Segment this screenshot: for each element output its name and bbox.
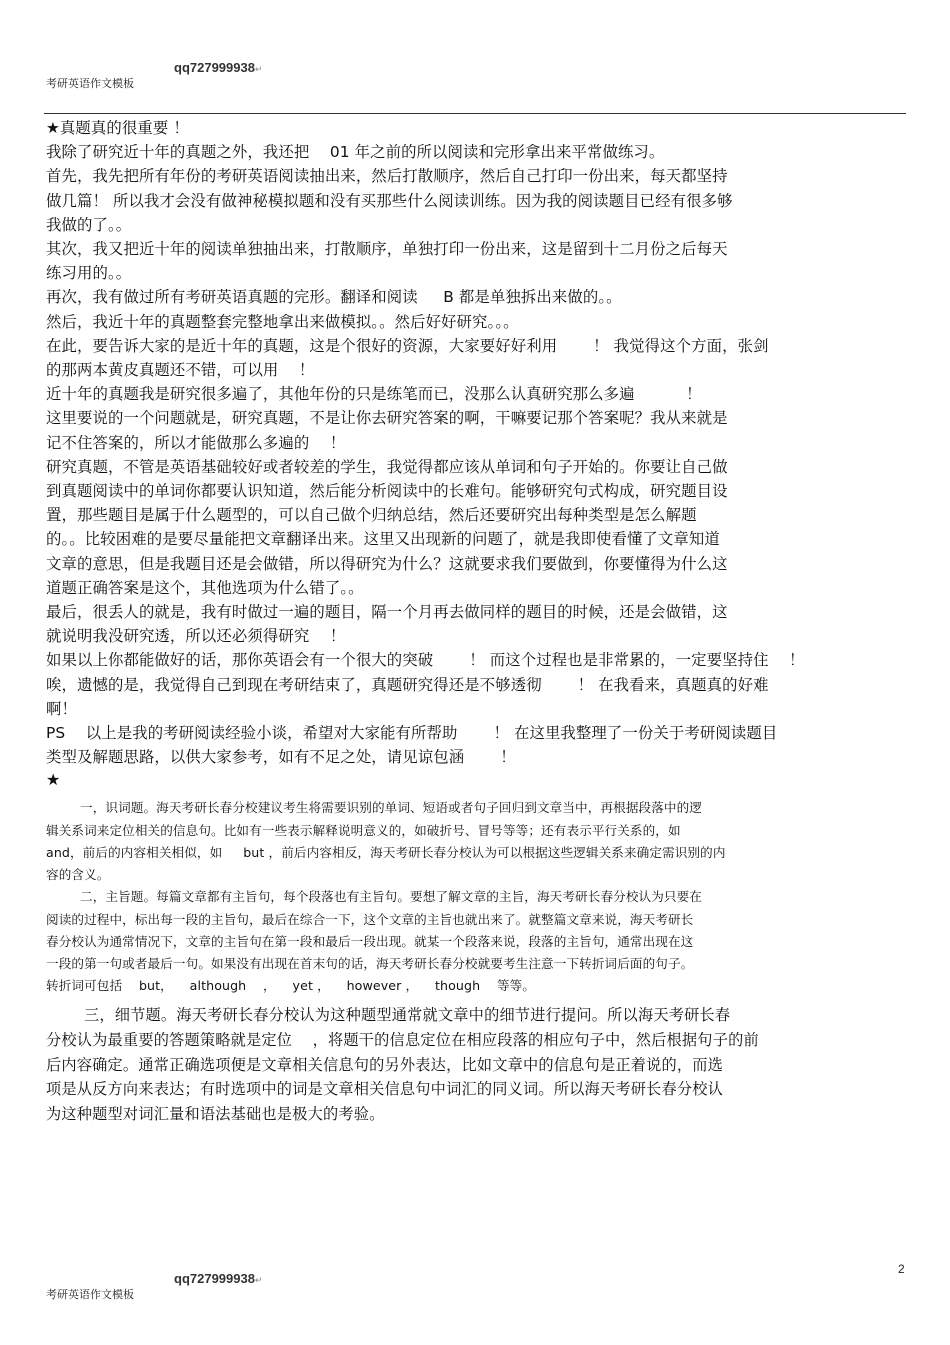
- text-line: 类型及解题思路，以供大家参考，如有不足之处，请见谅包涵 ！: [46, 748, 516, 767]
- text-line: 近十年的真题我是研究很多遍了，其他年份的只是练笔而已，没那么认真研究那么多遍 ！: [46, 385, 702, 404]
- footer-qq-text: qq727999938: [174, 1271, 255, 1286]
- text-line: 为这种题型对词汇量和语法基础也是极大的考验。: [46, 1104, 385, 1123]
- return-mark-icon: ↵: [254, 64, 263, 74]
- text-line: 就说明我没研究透，所以还必须得研究 ！: [46, 627, 346, 646]
- text-line: 分校认为最重要的答题策略就是定位 ，将题干的信息定位在相应段落的相应句子中，然后根据句子的前: [46, 1030, 759, 1049]
- header-rule: [44, 113, 906, 114]
- text-line: 研究真题，不管是英语基础较好或者较差的学生，我觉得都应该从单词和句子开始的。你要让自己做: [46, 457, 728, 476]
- text-line: 这里要说的一个问题就是，研究真题，不是让你去研究答案的啊，干嘛要记那个答案呢？我从来就是: [46, 409, 728, 428]
- text-line: 后内容确定。通常正确选项便是文章相关信息句的另外表达，比如文章中的信息句是正着说的，而选: [46, 1055, 724, 1074]
- small-text-line: 转折词可包括 but， although ， yet ， however ， though 等等。: [46, 978, 536, 994]
- text-line: 啊！: [46, 699, 77, 718]
- header-label: 考研英语作文模板: [46, 77, 134, 90]
- star-icon: ★: [46, 770, 61, 790]
- text-line: 三，细节题。海天考研长春分校认为这种题型通常就文章中的细节进行提问。所以海天考研长春: [84, 1006, 731, 1025]
- text-line: 记不住答案的，所以才能做那么多遍的 ！: [46, 433, 346, 452]
- text-line: 我做的了。。: [46, 215, 132, 234]
- header-qq-number: [174, 60, 263, 75]
- detail-question-section: [46, 1003, 906, 1126]
- text-line: 道题正确答案是这个，其他选项为什么错了。。: [46, 578, 364, 597]
- small-text-line: 一段的第一句或者最后一句。如果没有出现在首末句的话，海天考研长春分校就要考生注意一下转折词后面的句子。: [46, 955, 694, 971]
- text-line: 做几篇！ 所以我才会没有做神秘模拟题和没有买那些什么阅读训练。因为我的阅读题目已经有很多够: [46, 191, 733, 210]
- page-number: 2: [898, 1262, 905, 1276]
- small-text-line: 阅读的过程中，标出每一段的主旨句，最后在综合一下，这个文章的主旨也就出来了。就整篇文章来说，海天考研长: [46, 911, 694, 927]
- footer-label: 考研英语作文模板: [46, 1288, 134, 1301]
- small-text-line: and，前后的内容相关相似，如 but ，前后内容相反，海天考研长春分校认为可以根据这些逻辑关系来确定需识别的内: [46, 844, 726, 860]
- text-line: 再次，我有做过所有考研英语真题的完形。翻译和阅读 B 都是单独拆出来做的。。: [46, 288, 622, 307]
- text-line: 在此，要告诉大家的是近十年的真题，这是个很好的资源，大家要好好利用 ！ 我觉得这个方面，张剑: [46, 336, 769, 355]
- text-line: 到真题阅读中的单词你都要认识知道，然后能分析阅读中的长难句。能够研究句式构成，研究题目设: [46, 482, 728, 501]
- return-mark-icon: ↵: [254, 1275, 263, 1285]
- document-body: [46, 116, 906, 1126]
- text-line: 我除了研究近十年的真题之外，我还把 01 年之前的所以阅读和完形拿出来平常做练习。: [46, 143, 665, 162]
- text-line: 的。。比较困难的是要尽量能把文章翻译出来。这里又出现新的问题了，就是我即使看懂了文章知道: [46, 530, 720, 549]
- footer-qq-number: [174, 1271, 263, 1286]
- text-line: 如果以上你都能做好的话，那你英语会有一个很大的突破 ！ 而这个过程也是非常累的，一定要坚持住 ！: [46, 651, 805, 670]
- text-line: 其次，我又把近十年的阅读单独抽出来，打散顺序，单独打印一份出来，这是留到十二月份之后每天: [46, 240, 728, 259]
- text-line: 然后，我近十年的真题整套完整地拿出来做模拟。。然后好好研究。。。: [46, 312, 519, 331]
- text-line: 置，那些题目是属于什么题型的，可以自己做个归纳总结，然后还要研究出每种类型是怎么解题: [46, 506, 697, 525]
- text-line: 最后，很丢人的就是，我有时做过一遍的题目，隔一个月再去做同样的题目的时候，还是会做错，这: [46, 603, 728, 622]
- text-line: ★真题真的很重要 ！: [46, 119, 189, 137]
- small-text-line: 二，主旨题。每篇文章都有主旨句，每个段落也有主旨句。要想了解文章的主旨，海天考研长春分校认为只要在: [80, 889, 702, 905]
- text-line: 唉，遗憾的是，我觉得自己到现在考研结束了，真题研究得还是不够透彻 ！ 在我看来，真题真的好难: [46, 675, 769, 694]
- text-line: 练习用的。。: [46, 264, 132, 283]
- text-line: 项是从反方向来表达；有时选项中的词是文章相关信息句中词汇的同义词。所以海天考研长春分校认: [46, 1080, 724, 1099]
- text-line: PS 以上是我的考研阅读经验小谈，希望对大家能有所帮助 ！ 在这里我整理了一份关于考研阅读题目: [46, 724, 778, 743]
- text-line: 的那两本黄皮真题还不错，可以用 ！: [46, 361, 315, 380]
- text-line: 首先，我先把所有年份的考研英语阅读抽出来，然后打散顺序，然后自己打印一份出来，每天都坚持: [46, 167, 728, 186]
- small-text-line: 容的含义。: [46, 867, 110, 883]
- text-line: 文章的意思，但是我题目还是会做错，所以得研究为什么？这就要求我们要做到，你要懂得为什么这: [46, 554, 728, 573]
- small-text-line: 春分校认为通常情况下，文章的主旨句在第一段和最后一段出现。就某一个段落来说，段落的主旨句，通常出现在这: [46, 933, 694, 949]
- small-text-line: 辑关系词来定位相关的信息句。比如有一些表示解释说明意义的，如破折号、冒号等等；还有表示平行关系的，如: [46, 822, 681, 838]
- small-text-line: 一，识词题。海天考研长春分校建议考生将需要识别的单词、短语或者句子回归到文章当中，再根据段落中的逻: [80, 800, 702, 816]
- question-types-section: [46, 797, 906, 997]
- header-qq-text: qq727999938: [174, 60, 255, 75]
